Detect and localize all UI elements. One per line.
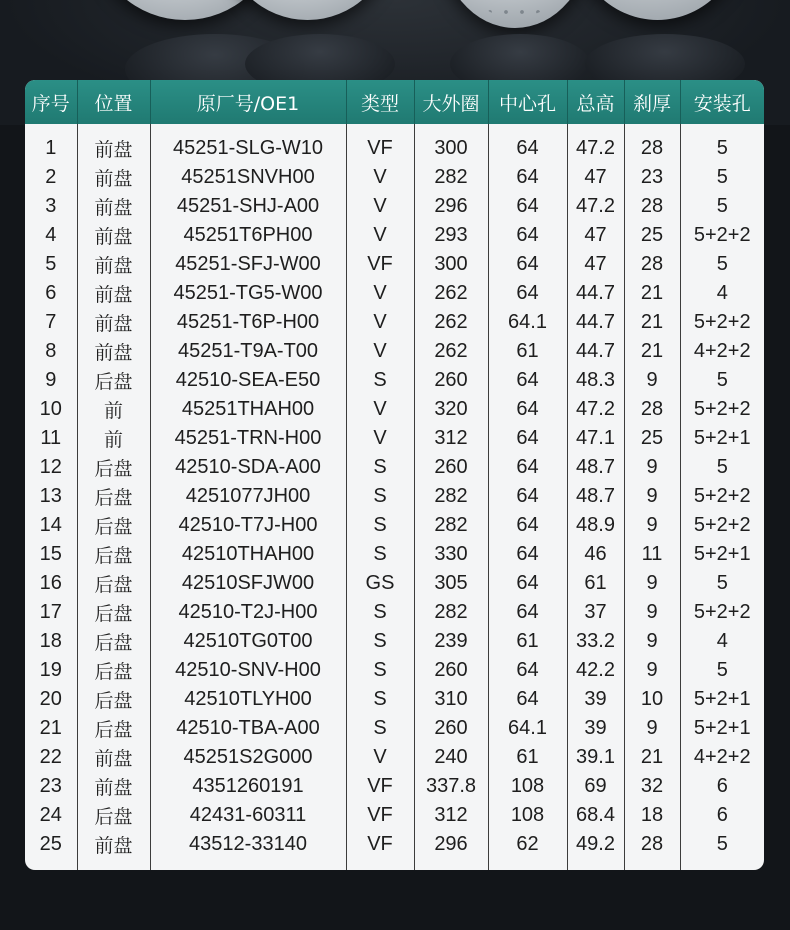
table-spacer-row — [25, 124, 764, 134]
cell-center-hole: 64 — [488, 163, 567, 192]
cell-outer-diameter: 312 — [414, 801, 488, 830]
cell-position: 后盘 — [77, 801, 150, 830]
cell-index: 16 — [25, 569, 77, 598]
table-row — [25, 656, 764, 685]
cell-center-hole: 64 — [488, 511, 567, 540]
col-header-position: 位置 — [77, 80, 150, 124]
table-row — [25, 627, 764, 656]
cell-total-height: 46 — [567, 540, 624, 569]
cell-mounting-holes: 5+2+2 — [693, 485, 751, 507]
cell-position: 后盘 — [77, 685, 150, 714]
table-row — [25, 308, 764, 337]
cell-center-hole: 64 — [488, 482, 567, 511]
table-row — [25, 540, 764, 569]
cell-outer-diameter: 320 — [414, 395, 488, 424]
cell-thickness: 9 — [624, 598, 680, 627]
table-row — [25, 366, 764, 395]
cell-outer-diameter: 305 — [414, 569, 488, 598]
cell-total-height: 44.7 — [567, 337, 624, 366]
cell-total-height: 47.2 — [567, 134, 624, 163]
cell-outer-diameter: 282 — [414, 482, 488, 511]
cell-total-height: 47.2 — [567, 192, 624, 221]
cell-outer-diameter: 312 — [414, 424, 488, 453]
col-header-index: 序号 — [25, 80, 77, 124]
cell-type: S — [346, 482, 414, 511]
cell-total-height: 39 — [567, 685, 624, 714]
cell-index: 8 — [25, 337, 77, 366]
cell-thickness: 10 — [624, 685, 680, 714]
cell-type: V — [346, 337, 414, 366]
cell-outer-diameter: 296 — [414, 830, 488, 859]
cell-outer-diameter: 282 — [414, 163, 488, 192]
cell-center-hole: 64 — [488, 279, 567, 308]
table-header-row — [25, 80, 764, 124]
cell-type: GS — [346, 569, 414, 598]
cell-index: 2 — [25, 163, 77, 192]
cell-oe-number: 42510-TBA-A00 — [150, 714, 346, 743]
cell-outer-diameter: 300 — [414, 250, 488, 279]
cell-outer-diameter: 260 — [414, 453, 488, 482]
table-row — [25, 511, 764, 540]
cell-thickness: 21 — [624, 743, 680, 772]
cell-center-hole: 64 — [488, 685, 567, 714]
cell-mounting-holes: 4+2+2 — [693, 340, 751, 362]
cell-type: S — [346, 714, 414, 743]
cell-center-hole: 64 — [488, 250, 567, 279]
table-row — [25, 453, 764, 482]
cell-oe-number: 43512-33140 — [150, 830, 346, 859]
cell-type: VF — [346, 134, 414, 163]
cell-position: 前盘 — [77, 279, 150, 308]
cell-outer-diameter: 240 — [414, 743, 488, 772]
cell-outer-diameter: 300 — [414, 134, 488, 163]
cell-oe-number: 42510SFJW00 — [150, 569, 346, 598]
cell-center-hole: 61 — [488, 627, 567, 656]
cell-position: 前盘 — [77, 192, 150, 221]
cell-total-height: 68.4 — [567, 801, 624, 830]
cell-position: 前盘 — [77, 308, 150, 337]
cell-total-height: 61 — [567, 569, 624, 598]
cell-outer-diameter: 260 — [414, 366, 488, 395]
cell-center-hole: 64 — [488, 656, 567, 685]
spec-table-card — [25, 80, 764, 870]
cell-outer-diameter: 337.8 — [414, 772, 488, 801]
cell-total-height: 48.9 — [567, 511, 624, 540]
cell-oe-number: 45251-T9A-T00 — [150, 337, 346, 366]
cell-mounting-holes: 5 — [716, 456, 728, 478]
cell-position: 前盘 — [77, 830, 150, 859]
cell-mounting-holes: 4 — [716, 630, 728, 652]
col-header-type: 类型 — [346, 80, 414, 124]
cell-outer-diameter: 260 — [414, 714, 488, 743]
cell-mounting-holes: 5 — [716, 195, 728, 217]
table-row — [25, 163, 764, 192]
cell-type: S — [346, 627, 414, 656]
cell-mounting-holes: 5+2+2 — [693, 311, 751, 333]
cell-center-hole: 64 — [488, 569, 567, 598]
cell-mounting-holes: 5+2+1 — [693, 688, 751, 710]
cell-oe-number: 45251-SHJ-A00 — [150, 192, 346, 221]
cell-index: 12 — [25, 453, 77, 482]
cell-position: 前盘 — [77, 743, 150, 772]
table-row — [25, 482, 764, 511]
cell-thickness: 25 — [624, 424, 680, 453]
cell-oe-number: 45251T6PH00 — [150, 221, 346, 250]
cell-mounting-holes: 6 — [716, 804, 728, 826]
table-row — [25, 743, 764, 772]
cell-center-hole: 62 — [488, 830, 567, 859]
cell-index: 5 — [25, 250, 77, 279]
cell-center-hole: 64.1 — [488, 714, 567, 743]
cell-oe-number: 45251-SFJ-W00 — [150, 250, 346, 279]
cell-type: V — [346, 163, 414, 192]
cell-thickness: 25 — [624, 221, 680, 250]
table-row — [25, 424, 764, 453]
cell-index: 4 — [25, 221, 77, 250]
cell-oe-number: 45251-SLG-W10 — [150, 134, 346, 163]
cell-total-height: 48.3 — [567, 366, 624, 395]
cell-oe-number: 42510TLYH00 — [150, 685, 346, 714]
cell-outer-diameter: 260 — [414, 656, 488, 685]
cell-position: 后盘 — [77, 714, 150, 743]
cell-oe-number: 45251SNVH00 — [150, 163, 346, 192]
cell-total-height: 48.7 — [567, 453, 624, 482]
cell-thickness: 9 — [624, 366, 680, 395]
cell-index: 18 — [25, 627, 77, 656]
cell-total-height: 44.7 — [567, 279, 624, 308]
cell-position: 后盘 — [77, 482, 150, 511]
table-row — [25, 337, 764, 366]
cell-thickness: 9 — [624, 569, 680, 598]
table-row — [25, 801, 764, 830]
cell-thickness: 28 — [624, 250, 680, 279]
cell-type: VF — [346, 772, 414, 801]
cell-thickness: 18 — [624, 801, 680, 830]
drilled-disc-image — [570, 0, 745, 20]
cell-oe-number: 45251-TRN-H00 — [150, 424, 346, 453]
table-row — [25, 395, 764, 424]
cell-type: VF — [346, 830, 414, 859]
cell-mounting-holes: 4+2+2 — [693, 746, 751, 768]
cell-type: V — [346, 279, 414, 308]
cell-index: 21 — [25, 714, 77, 743]
cell-type: V — [346, 308, 414, 337]
cell-mounting-holes: 5+2+1 — [693, 427, 751, 449]
cell-mounting-holes: 4 — [716, 282, 728, 304]
cell-mounting-holes: 5+2+1 — [693, 717, 751, 739]
cell-outer-diameter: 282 — [414, 511, 488, 540]
cell-mounting-holes: 5 — [716, 369, 728, 391]
cell-index: 22 — [25, 743, 77, 772]
cell-index: 6 — [25, 279, 77, 308]
cell-index: 19 — [25, 656, 77, 685]
cell-mounting-holes: 5 — [716, 659, 728, 681]
cell-thickness: 9 — [624, 511, 680, 540]
table-row — [25, 685, 764, 714]
cell-total-height: 39.1 — [567, 743, 624, 772]
col-header-center-hole: 中心孔 — [488, 80, 567, 124]
cell-outer-diameter: 296 — [414, 192, 488, 221]
cell-position: 后盘 — [77, 511, 150, 540]
cell-oe-number: 42510THAH00 — [150, 540, 346, 569]
cell-center-hole: 64 — [488, 453, 567, 482]
cell-index: 23 — [25, 772, 77, 801]
cell-total-height: 42.2 — [567, 656, 624, 685]
col-header-oe-number: 原厂号/OE1 — [150, 80, 346, 124]
cell-position: 后盘 — [77, 540, 150, 569]
cell-center-hole: 64 — [488, 598, 567, 627]
cell-oe-number: 4351260191 — [150, 772, 346, 801]
cell-type: V — [346, 743, 414, 772]
table-row — [25, 569, 764, 598]
drilled-disc-image — [440, 0, 590, 28]
cell-position: 前盘 — [77, 772, 150, 801]
cell-center-hole: 64 — [488, 221, 567, 250]
cell-mounting-holes: 5+2+2 — [693, 601, 751, 623]
cell-type: S — [346, 540, 414, 569]
cell-center-hole: 108 — [488, 801, 567, 830]
table-row — [25, 192, 764, 221]
cell-total-height: 48.7 — [567, 482, 624, 511]
table-row — [25, 250, 764, 279]
cell-type: S — [346, 453, 414, 482]
cell-type: V — [346, 192, 414, 221]
cell-index: 9 — [25, 366, 77, 395]
cell-type: VF — [346, 801, 414, 830]
cell-total-height: 47.1 — [567, 424, 624, 453]
cell-thickness: 28 — [624, 830, 680, 859]
cell-index: 11 — [25, 424, 77, 453]
cell-index: 7 — [25, 308, 77, 337]
cell-center-hole: 64.1 — [488, 308, 567, 337]
cell-thickness: 21 — [624, 337, 680, 366]
cell-thickness: 9 — [624, 453, 680, 482]
cell-mounting-holes: 5+2+2 — [693, 514, 751, 536]
cell-type: S — [346, 598, 414, 627]
cell-outer-diameter: 262 — [414, 308, 488, 337]
cell-thickness: 28 — [624, 395, 680, 424]
cell-mounting-holes: 5+2+1 — [693, 543, 751, 565]
cell-mounting-holes: 5 — [716, 137, 728, 159]
cell-mounting-holes: 5 — [716, 572, 728, 594]
cell-outer-diameter: 262 — [414, 337, 488, 366]
cell-center-hole: 64 — [488, 134, 567, 163]
cell-thickness: 28 — [624, 134, 680, 163]
cell-oe-number: 45251-TG5-W00 — [150, 279, 346, 308]
cell-oe-number: 42431-60311 — [150, 801, 346, 830]
table-spacer-row — [25, 859, 764, 870]
cell-index: 1 — [25, 134, 77, 163]
cell-mounting-holes: 5 — [716, 166, 728, 188]
cell-position: 后盘 — [77, 656, 150, 685]
cell-index: 24 — [25, 801, 77, 830]
cell-thickness: 9 — [624, 714, 680, 743]
cell-position: 前盘 — [77, 250, 150, 279]
slotted-disc-image — [225, 0, 390, 20]
cell-index: 20 — [25, 685, 77, 714]
table-row — [25, 714, 764, 743]
cell-type: S — [346, 511, 414, 540]
cell-center-hole: 64 — [488, 395, 567, 424]
cell-type: VF — [346, 250, 414, 279]
table-row — [25, 134, 764, 163]
cell-total-height: 69 — [567, 772, 624, 801]
cell-total-height: 49.2 — [567, 830, 624, 859]
cell-total-height: 47 — [567, 221, 624, 250]
cell-thickness: 9 — [624, 627, 680, 656]
col-header-mounting-holes: 安装孔 — [680, 80, 764, 124]
cell-outer-diameter: 262 — [414, 279, 488, 308]
cell-type: V — [346, 395, 414, 424]
table-row — [25, 598, 764, 627]
table-row — [25, 279, 764, 308]
slotted-disc-image — [95, 0, 275, 20]
cell-outer-diameter: 293 — [414, 221, 488, 250]
table-row — [25, 221, 764, 250]
col-header-outer-diameter: 大外圈 — [414, 80, 488, 124]
table-row — [25, 772, 764, 801]
cell-mounting-holes: 5 — [716, 253, 728, 275]
brake-disc-spec-table — [25, 80, 764, 870]
cell-index: 17 — [25, 598, 77, 627]
cell-type: V — [346, 424, 414, 453]
cell-thickness: 9 — [624, 482, 680, 511]
cell-center-hole: 64 — [488, 424, 567, 453]
cell-oe-number: 42510-SNV-H00 — [150, 656, 346, 685]
cell-position: 前盘 — [77, 337, 150, 366]
cell-total-height: 37 — [567, 598, 624, 627]
cell-position: 后盘 — [77, 366, 150, 395]
col-header-total-height: 总高 — [567, 80, 624, 124]
cell-outer-diameter: 330 — [414, 540, 488, 569]
cell-position: 前 — [77, 424, 150, 453]
cell-center-hole: 61 — [488, 337, 567, 366]
cell-index: 10 — [25, 395, 77, 424]
cell-mounting-holes: 5 — [716, 833, 728, 855]
cell-oe-number: 4251077JH00 — [150, 482, 346, 511]
cell-center-hole: 61 — [488, 743, 567, 772]
col-header-thickness: 刹厚 — [624, 80, 680, 124]
cell-thickness: 21 — [624, 308, 680, 337]
cell-thickness: 11 — [624, 540, 680, 569]
cell-type: S — [346, 366, 414, 395]
cell-thickness: 28 — [624, 192, 680, 221]
cell-position: 前盘 — [77, 134, 150, 163]
cell-type: V — [346, 221, 414, 250]
cell-position: 前盘 — [77, 221, 150, 250]
cell-oe-number: 45251-T6P-H00 — [150, 308, 346, 337]
cell-oe-number: 42510-T7J-H00 — [150, 511, 346, 540]
cell-position: 后盘 — [77, 627, 150, 656]
cell-outer-diameter: 282 — [414, 598, 488, 627]
cell-index: 14 — [25, 511, 77, 540]
cell-outer-diameter: 239 — [414, 627, 488, 656]
cell-center-hole: 64 — [488, 540, 567, 569]
cell-index: 13 — [25, 482, 77, 511]
cell-position: 后盘 — [77, 453, 150, 482]
cell-oe-number: 42510TG0T00 — [150, 627, 346, 656]
cell-index: 25 — [25, 830, 77, 859]
cell-thickness: 23 — [624, 163, 680, 192]
cell-mounting-holes: 5+2+2 — [693, 398, 751, 420]
cell-total-height: 47.2 — [567, 395, 624, 424]
cell-mounting-holes: 5+2+2 — [693, 224, 751, 246]
cell-thickness: 9 — [624, 656, 680, 685]
cell-center-hole: 64 — [488, 366, 567, 395]
cell-oe-number: 45251THAH00 — [150, 395, 346, 424]
cell-type: S — [346, 656, 414, 685]
cell-position: 前 — [77, 395, 150, 424]
cell-total-height: 39 — [567, 714, 624, 743]
cell-center-hole: 64 — [488, 192, 567, 221]
cell-outer-diameter: 310 — [414, 685, 488, 714]
cell-position: 后盘 — [77, 569, 150, 598]
cell-mounting-holes: 6 — [716, 775, 728, 797]
cell-type: S — [346, 685, 414, 714]
cell-position: 前盘 — [77, 163, 150, 192]
cell-index: 15 — [25, 540, 77, 569]
cell-total-height: 47 — [567, 250, 624, 279]
cell-thickness: 21 — [624, 279, 680, 308]
cell-oe-number: 42510-SEA-E50 — [150, 366, 346, 395]
table-row — [25, 830, 764, 859]
cell-index: 3 — [25, 192, 77, 221]
cell-oe-number: 42510-SDA-A00 — [150, 453, 346, 482]
cell-thickness: 32 — [624, 772, 680, 801]
cell-oe-number: 42510-T2J-H00 — [150, 598, 346, 627]
cell-oe-number: 45251S2G000 — [150, 743, 346, 772]
cell-position: 后盘 — [77, 598, 150, 627]
cell-center-hole: 108 — [488, 772, 567, 801]
cell-total-height: 47 — [567, 163, 624, 192]
cell-total-height: 33.2 — [567, 627, 624, 656]
cell-total-height: 44.7 — [567, 308, 624, 337]
